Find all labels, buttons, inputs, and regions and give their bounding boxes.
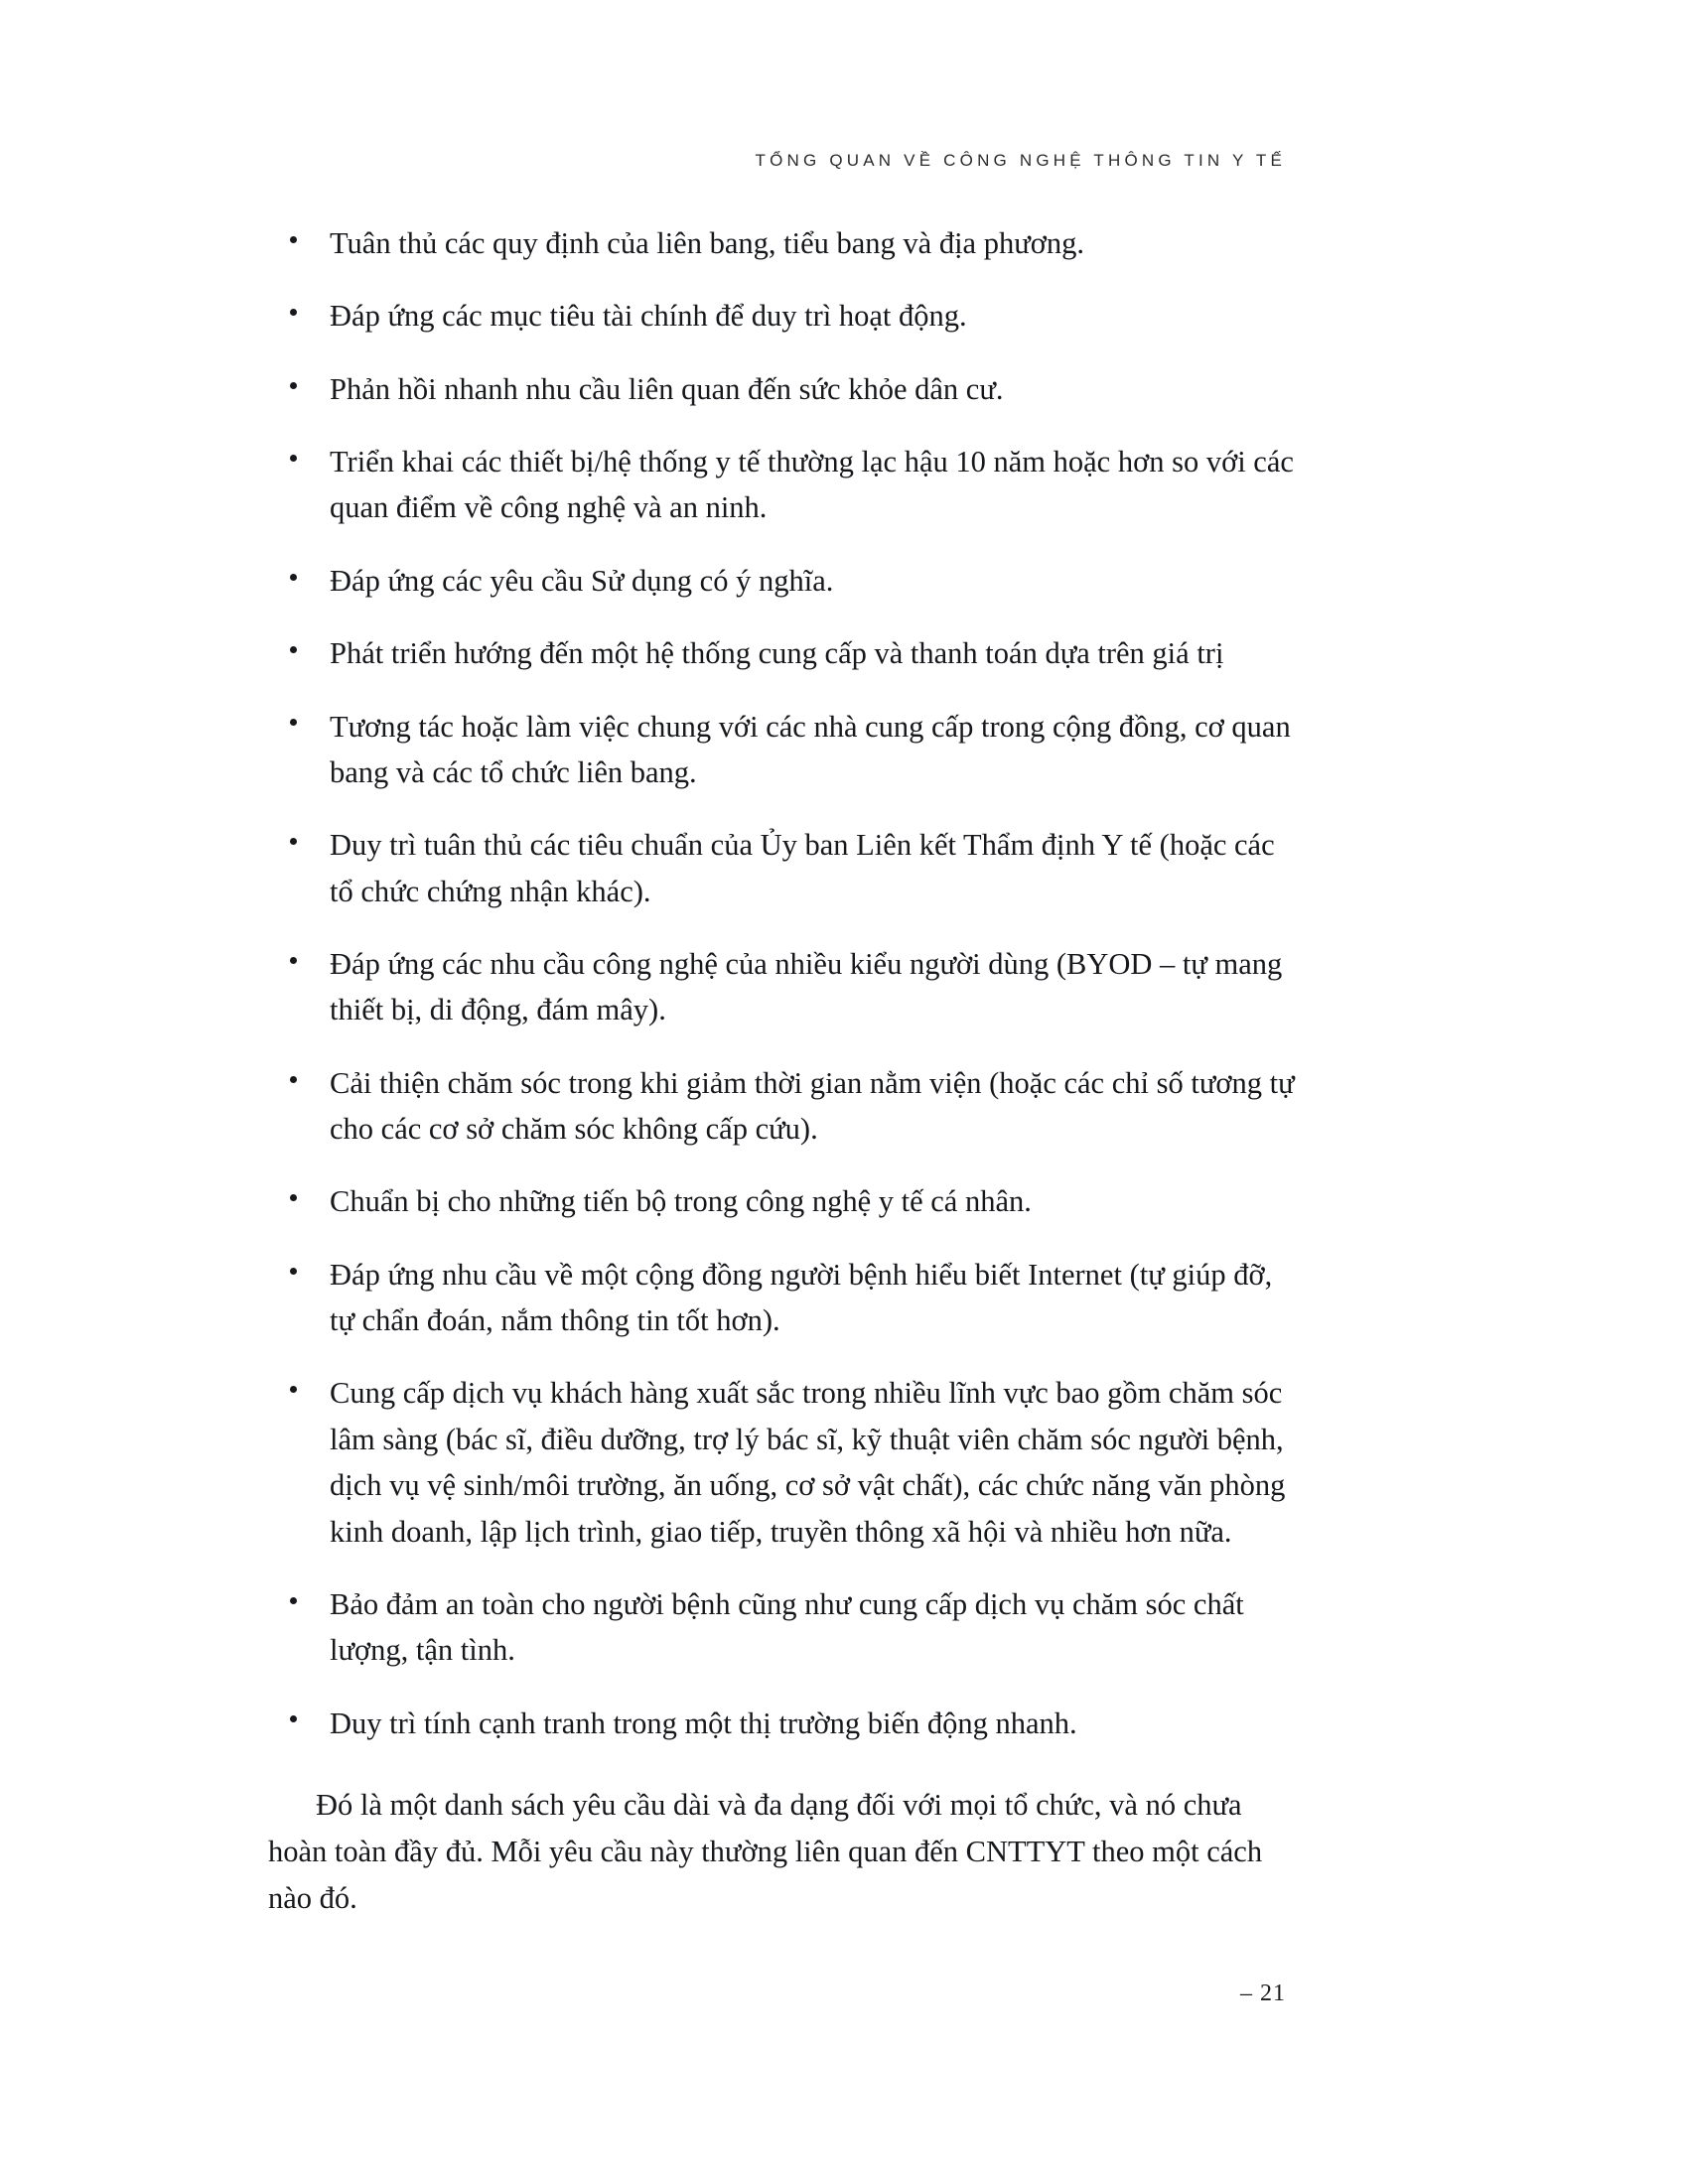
page-content — [268, 220, 1301, 1922]
list-item — [268, 366, 1301, 412]
list-item — [268, 1252, 1301, 1344]
bullet-dot-icon — [290, 719, 297, 726]
bullet-dot-icon — [290, 1268, 297, 1275]
list-item — [268, 704, 1301, 796]
bullet-dot-icon — [290, 957, 297, 964]
list-item-text: Phát triển hướng đến một hệ thống cung cấp và thanh toán dựa trên giá trị — [330, 636, 1224, 671]
bullet-dot-icon — [290, 646, 297, 653]
requirements-list — [268, 220, 1301, 1746]
list-item-text: Đáp ứng các mục tiêu tài chính để duy trì hoạt động. — [330, 299, 967, 334]
list-item-text: Cải thiện chăm sóc trong khi giảm thời gian nằm viện (hoặc các chỉ số tương tự cho các cơ sở chăm sóc không cấp cứu). — [330, 1065, 1295, 1147]
list-item-text: Phản hồi nhanh nhu cầu liên quan đến sức khỏe dân cư. — [330, 371, 1004, 406]
list-item-text: Tương tác hoặc làm việc chung với các nhà cung cấp trong cộng đồng, cơ quan bang và các tổ chức liên bang. — [330, 709, 1291, 789]
list-item — [268, 941, 1301, 1033]
bullet-dot-icon — [290, 1597, 297, 1604]
list-item — [268, 293, 1301, 339]
list-item — [268, 558, 1301, 604]
list-item — [268, 630, 1301, 676]
bullet-dot-icon — [290, 1715, 297, 1722]
list-item-text: Tuân thủ các quy định của liên bang, tiểu bang và địa phương. — [330, 226, 1084, 260]
list-item-text: Đáp ứng các nhu cầu công nghệ của nhiều kiểu người dùng (BYOD – tự mang thiết bị, di động, đám mây). — [330, 946, 1283, 1027]
bullet-dot-icon — [290, 1076, 297, 1083]
list-item-text: Cung cấp dịch vụ khách hàng xuất sắc trong nhiều lĩnh vực bao gồm chăm sóc lâm sàng (bác sĩ, điều dưỡng, trợ lý bác sĩ, kỹ thuật viên chăm sóc người bệnh, dịch vụ vệ sinh/môi trường, ăn uống, cơ sở vật chất), các chức năng văn phòng kinh doanh, lập lịch trình, giao tiếp, truyền thông xã hội và nhiều hơn nữa. — [330, 1376, 1286, 1549]
bullet-dot-icon — [290, 309, 297, 316]
list-item-text: Triển khai các thiết bị/hệ thống y tế thường lạc hậu 10 năm hoặc hơn so với các quan điểm về công nghệ và an ninh. — [330, 445, 1294, 525]
list-item-text: Đáp ứng các yêu cầu Sử dụng có ý nghĩa. — [330, 563, 834, 598]
list-item — [268, 1060, 1301, 1153]
bullet-dot-icon — [290, 1386, 297, 1393]
bullet-dot-icon — [290, 574, 297, 581]
list-item — [268, 1701, 1301, 1746]
list-item-text: Chuẩn bị cho những tiến bộ trong công nghệ y tế cá nhân. — [330, 1184, 1032, 1219]
bullet-dot-icon — [290, 1194, 297, 1201]
list-item-text: Bảo đảm an toàn cho người bệnh cũng như cung cấp dịch vụ chăm sóc chất lượng, tận tình. — [330, 1586, 1244, 1668]
running-head: TỔNG QUAN VỀ CÔNG NGHỆ THÔNG TIN Y TẾ — [755, 151, 1286, 170]
list-item — [268, 1370, 1301, 1554]
page-number: – 21 — [1240, 1980, 1286, 2006]
closing-paragraph: Đó là một danh sách yêu cầu dài và đa dạng đối với mọi tổ chức, và nó chưa hoàn toàn đầy đủ. Mỗi yêu cầu này thường liên quan đến CNTTYT theo một cách nào đó. — [268, 1787, 1263, 1915]
list-item-text: Duy trì tuân thủ các tiêu chuẩn của Ủy ban Liên kết Thẩm định Y tế (hoặc các tổ chức chứng nhận khác). — [330, 828, 1275, 908]
list-item-text: Duy trì tính cạnh tranh trong một thị trường biến động nhanh. — [330, 1706, 1077, 1740]
list-item — [268, 1178, 1301, 1224]
list-item — [268, 822, 1301, 914]
bullet-dot-icon — [290, 236, 297, 243]
bullet-dot-icon — [290, 838, 297, 845]
list-item-text: Đáp ứng nhu cầu về một cộng đồng người bệnh hiểu biết Internet (tự giúp đỡ, tự chẩn đoán, nắm thông tin tốt hơn). — [330, 1257, 1273, 1338]
bullet-dot-icon — [290, 455, 297, 462]
list-item — [268, 439, 1301, 531]
bullet-dot-icon — [290, 382, 297, 389]
list-item — [268, 220, 1301, 266]
list-item — [268, 1581, 1301, 1674]
